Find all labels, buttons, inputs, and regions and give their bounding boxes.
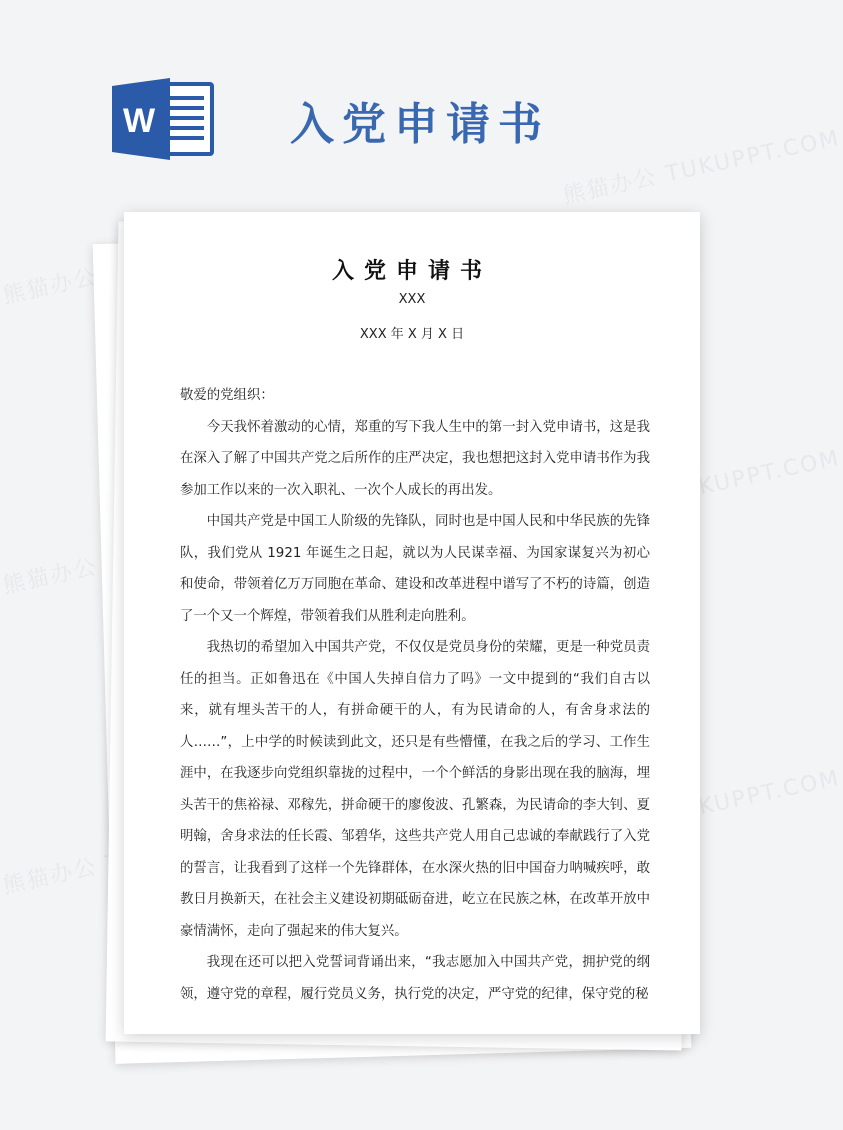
document-date: XXX 年 X 月 X 日: [359, 327, 465, 342]
paragraph: 今天我怀着激动的心情，郑重的写下我人生中的第一封入党申请书，这是我在深入了解了中国共产党之后所作的庄严决定，我也想把这封入党申请书作为我参加工作以来的一次入职礼、一次个人成长的再出发。: [180, 419, 650, 498]
paragraph: 我现在还可以把入党誓词背诵出来，“我志愿加入中国共产党，拥护党的纲领，遵守党的章程，履行党员义务，执行党的决定，严守党的纪律，保守党的秘: [180, 955, 650, 1002]
salutation: 敬爱的党组织：: [180, 388, 274, 403]
word-logo-letter: W: [122, 102, 156, 140]
document-body: [180, 380, 650, 1010]
watermark: 熊猫办公: [0, 554, 101, 600]
document-page: [124, 212, 700, 1034]
watermark: 熊猫办公: [0, 854, 101, 900]
document-author: XXX: [398, 292, 426, 307]
paragraph: 我热切的希望加入中国共产党，不仅仅是党员身份的荣耀，更是一种党员责任的担当。正如鲁迅在《中国人失掉自信力了吗》一文中提到的“我们自古以来，就有埋头苦干的人，有拼命硬干的人，有为民请命的人，有舍身求法的人……”，上中学的时候读到此文，还只是有些懵懂，在我之后的学习、工作生涯中，在我逐步向党组织靠拢的过程中，一个个鲜活的身影出现在我的脑海，埋头苦干的焦裕禄、邓稼先，拼命硬干的廖俊波、孔繁森，为民请命的李大钊、夏明翰，舍身求法的任长霞、邹碧华，这些共产党人用自己忠诚的奉献践行了入党的誓言，让我看到了这样一个先锋群体，在水深火热的旧中国奋力呐喊疾呼，敢教日月换新天，在社会主义建设初期砥砺奋进，屹立在民族之林，在改革开放中豪情满怀，走向了强起来的伟大复兴。: [180, 640, 650, 939]
banner-title: 入党申请书: [290, 99, 550, 150]
document-title: 入党申请书: [331, 259, 492, 284]
word-logo-icon: [112, 78, 216, 160]
paragraph: 中国共产党是中国工人阶级的先锋队，同时也是中国人民和中华民族的先锋队，我们党从 1921 年诞生之日起，就以为人民谋幸福、为国家谋复兴为初心和使命，带领着亿万万同胞在革命、建设和改革进程中谱写了不朽的诗篇，创造了一个又一个辉煌，带领着我们从胜利走向胜利。: [180, 514, 650, 624]
watermark: 熊猫办公 TUKUPPT.COM: [560, 125, 843, 210]
watermark: 熊猫办公: [0, 264, 101, 310]
watermark: 熊猫办公 TUKUPPT.COM: [560, 765, 843, 850]
watermark: 熊猫办公 TUKUPPT.COM: [560, 445, 843, 530]
